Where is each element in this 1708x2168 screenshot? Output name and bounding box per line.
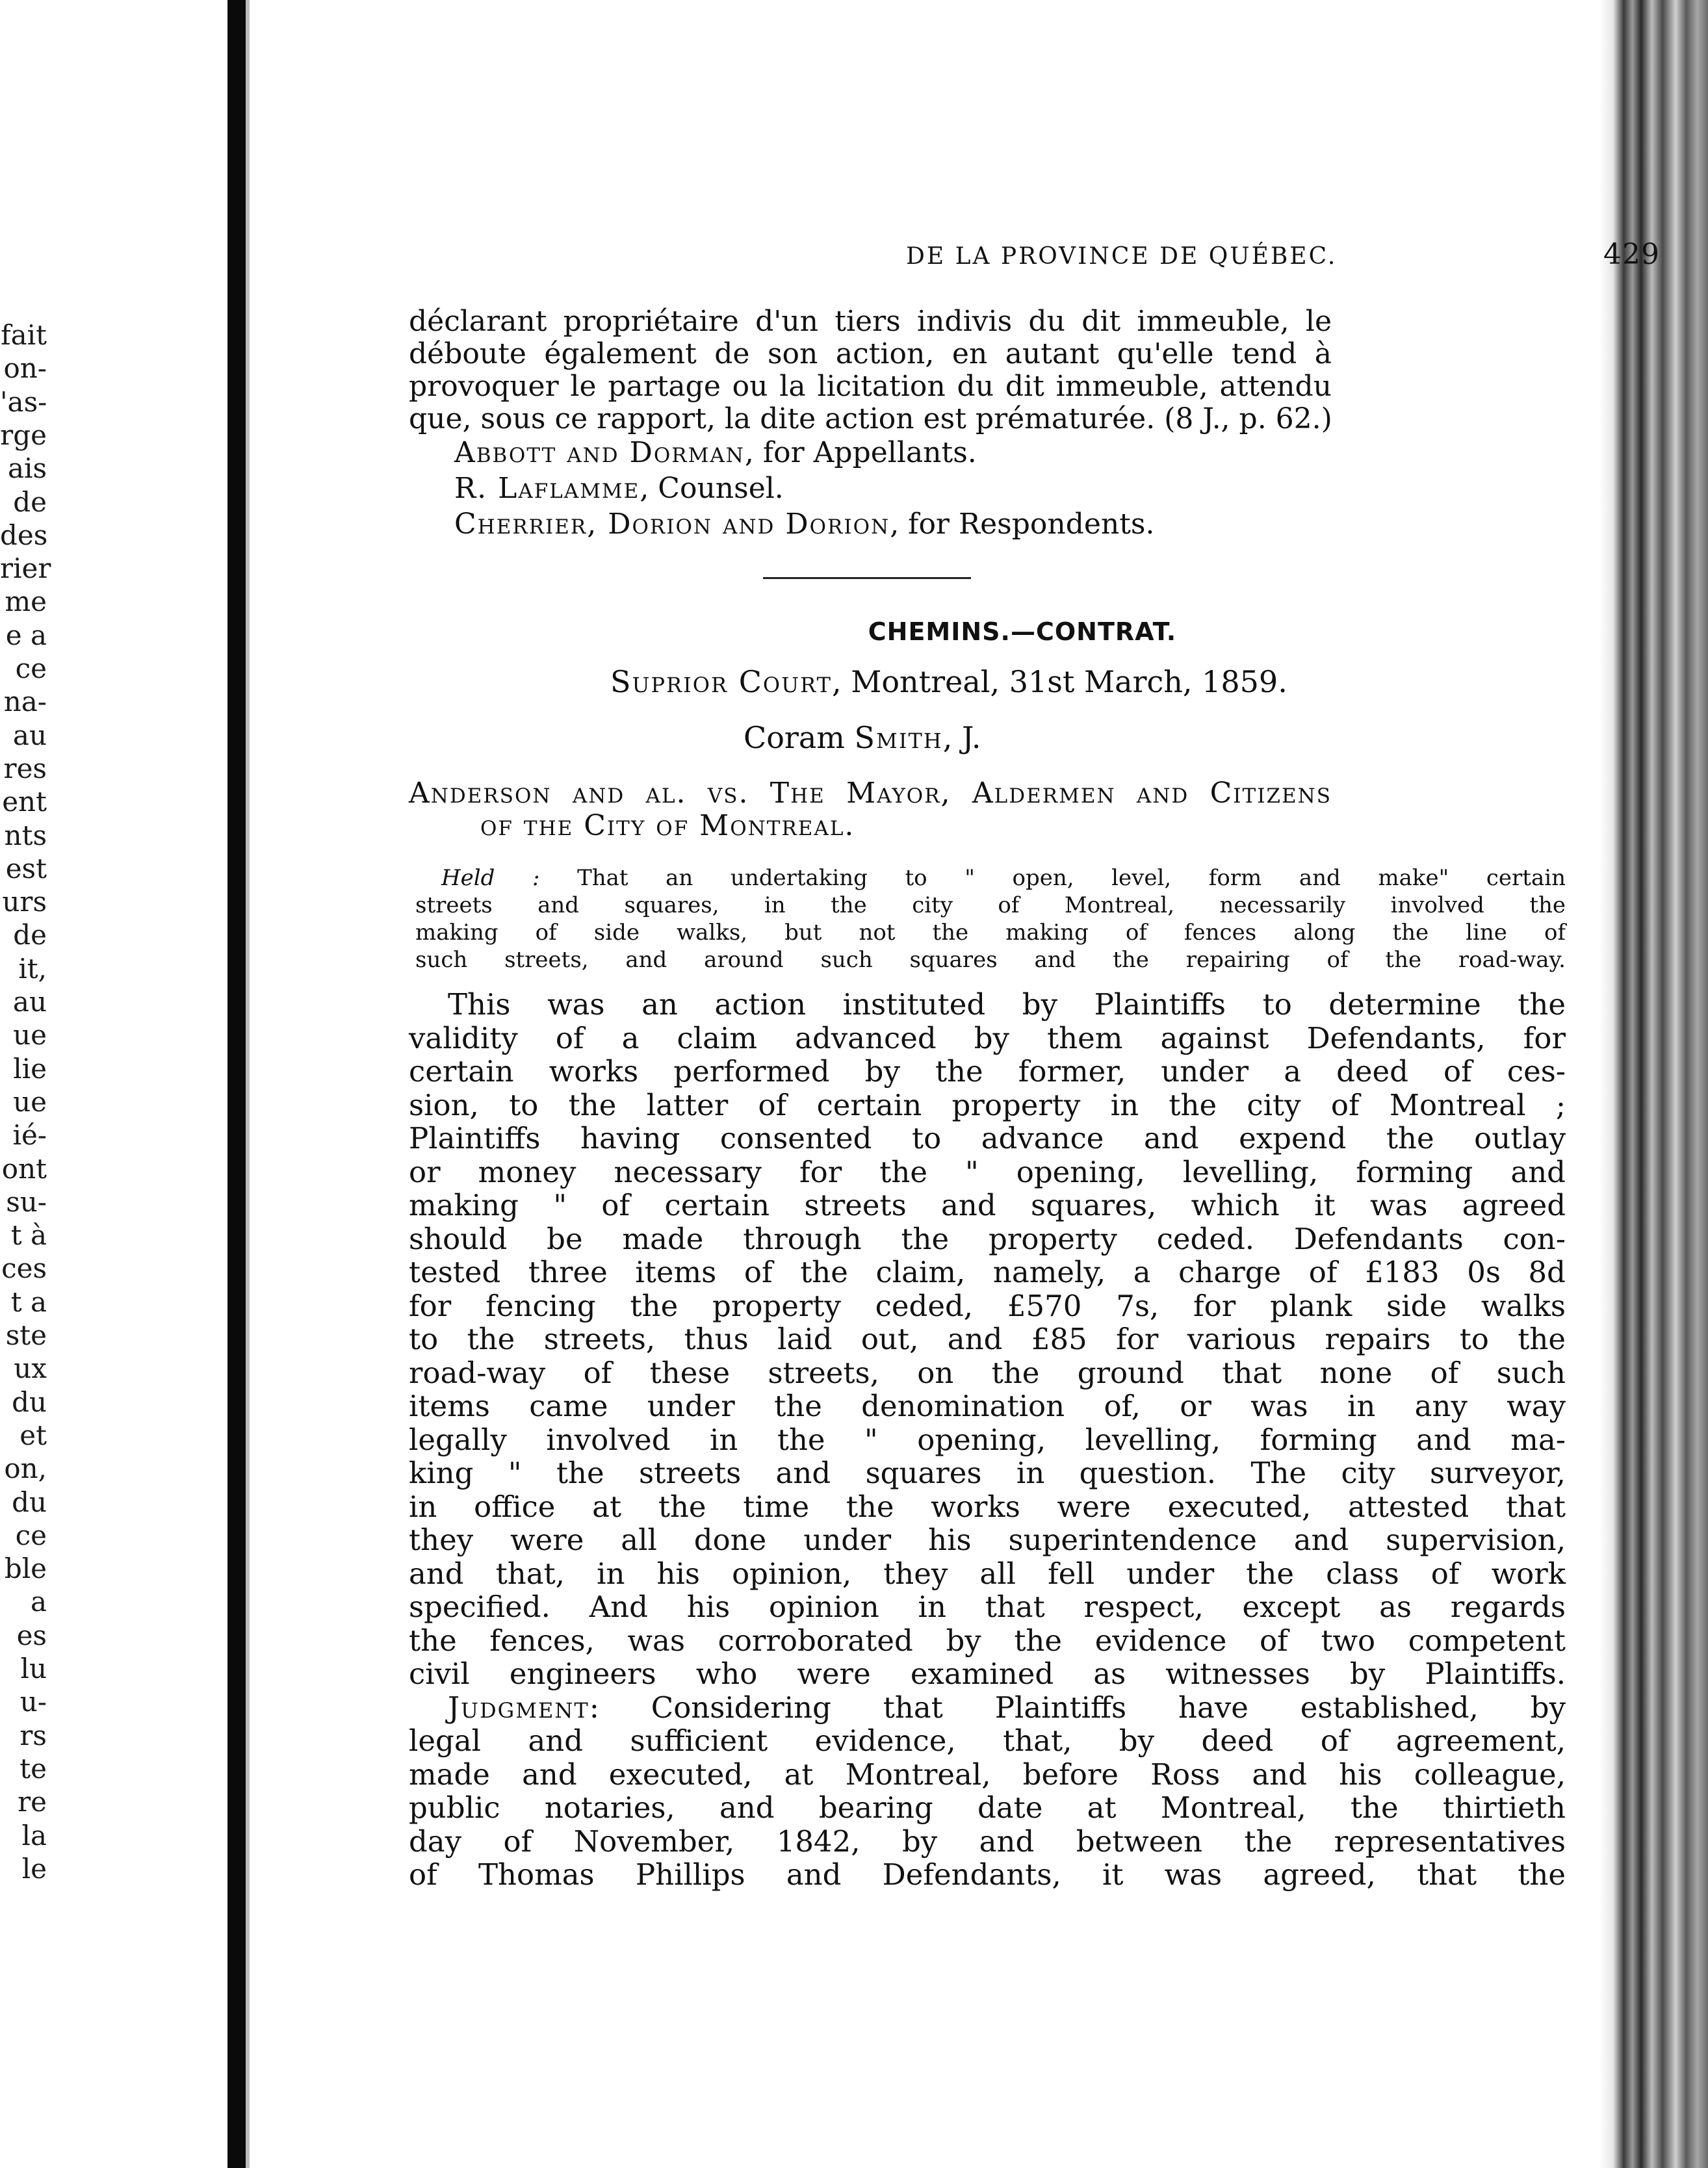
facing-page-text: u- [19,1686,47,1718]
text-line: sion, to the latter of certain property in the city of Montreal ; [409,1087,1566,1122]
text-line: validity of a claim advanced by them against Defendants, for [409,1020,1566,1055]
facing-page-text: ce [15,652,47,684]
text-line: que, sous ce rapport, la dite action est prématurée. (8 J., p. 62.) [409,402,1332,435]
facing-page-text: me [5,586,47,618]
court-line [610,664,1287,699]
facing-page-text: le [21,1852,47,1885]
facing-page-text: t à [10,1219,47,1252]
held-text: That an undertaking to " open, level, form and make" certain [577,865,1566,891]
facing-page-text: es [16,1619,47,1651]
case-heading: CHEMINS.—CONTRAT. [868,617,1177,646]
text-line [409,1691,1566,1725]
text-line: for fencing the property ceded, £570 7s, for plank side walks [409,1288,1566,1323]
counsel-role: , Counsel. [640,472,784,505]
facing-page-fragment [0,0,227,2168]
text-line: the fences, was corroborated by the evidence of two competent [409,1623,1566,1658]
case-parties [409,777,1332,842]
facing-page-text: de [13,919,47,951]
facing-page-text: 'as- [0,385,47,418]
coram-suffix: , J. [942,720,981,755]
facing-page-text: ux [14,1352,47,1385]
facing-page-text: on, [4,1452,47,1485]
counsel-counsel [454,472,784,505]
facing-page-text: ent [2,786,47,818]
counsel-role: , for Appellants. [744,436,977,469]
held-label: Held : [441,865,540,891]
parties-line: Anderson and al. vs. The Mayor, Aldermen and Citizens [409,777,1332,810]
facing-page-text: ce [15,1519,47,1551]
facing-page-text: au [12,986,47,1018]
facing-page-text: est [5,852,47,884]
coram-prefix: Coram [744,720,855,755]
counsel-names: Abbott and Dorman [454,436,745,469]
text-line: Plaintiffs having consented to advance and expend the outlay [409,1121,1566,1155]
facing-page-text: te [19,1752,47,1785]
court-name: Suprior Court [610,664,832,699]
text-line [415,864,1566,892]
text-line: civil engineers who were examined as witnesses by Plaintiffs. [409,1657,1566,1691]
judgment-label: Judgment [448,1690,589,1725]
facing-page-text: na- [3,686,47,718]
opening-paragraph [409,305,1332,435]
facing-page-text: lie [13,1052,47,1085]
facing-page-text: ue [13,1085,47,1118]
text-line: and that, in his opinion, they all fell under the class of work [409,1556,1566,1591]
counsel-respondents [454,508,1155,541]
facing-page-text: fait [1,319,47,351]
headnote [415,864,1566,974]
text-line: specified. And his opinion in that respect, except as regards [409,1590,1566,1624]
counsel-names: R. Laflamme [454,472,640,505]
facing-page-text: res [3,752,47,784]
facing-page-text: au [12,719,47,751]
text-line: legal and sufficient evidence, that, by deed of agreement, [409,1723,1566,1758]
text-line: day of November, 1842, by and between the representatives [409,1824,1566,1859]
text-line: to the streets, thus laid out, and £85 for various repairs to the [409,1322,1566,1356]
text-line: items came under the denomination of, or was in any way [409,1389,1566,1423]
facing-page-text: ais [7,452,47,485]
facing-page-text: on- [3,352,47,385]
facing-page-text: t a [10,1285,47,1318]
court-date: , Montreal, 31st March, 1859. [831,664,1287,699]
facing-page-text: du [12,1386,47,1418]
text-line: déboute également de son action, en autant qu'elle tend à [409,337,1332,370]
facing-page-text: lu [20,1653,47,1684]
text-line: or money necessary for the " opening, levelling, forming and [409,1154,1566,1189]
text-line: legally involved in the " opening, levelling, forming and ma- [409,1422,1566,1457]
text-line: making of side walks, but not the making of fences along the line of [415,920,1566,946]
counsel-appellants [454,437,977,469]
text-line: king " the streets and squares in question. The city surveyor, [409,1456,1566,1490]
facing-page-text: ste [5,1319,47,1351]
text-line: public notaries, and bearing date at Montreal, the thirtieth [409,1790,1566,1825]
book-gutter [227,0,246,2168]
text-line: of Thomas Phillips and Defendants, it was agreed, that the [409,1857,1566,1892]
facing-page-text: ont [1,1152,47,1185]
text-line: tested three items of the claim, namely, a charge of £183 0s 8d [409,1255,1566,1289]
document-page [250,0,1660,2168]
facing-page-text: ue [13,1019,47,1052]
body-text [409,988,1566,1892]
text-line: in office at the time the works were executed, attested that [409,1489,1566,1524]
counsel-role: , for Respondents. [890,508,1155,541]
facing-page-text: it, [18,952,47,985]
judge-name: Smith [854,720,943,755]
judgment-text: : Considering that Plaintiffs have established, by [589,1690,1566,1725]
text-line: certain works performed by the former, under a deed of ces- [409,1054,1566,1089]
facing-page-text: nts [4,819,47,851]
facing-page-text: de [13,485,47,518]
text-line: should be made through the property ceded. Defendants con- [409,1221,1566,1256]
facing-page-text: ble [4,1553,47,1585]
facing-page-text: su- [6,1185,47,1218]
parties-line: of the City of Montreal. [480,809,855,842]
text-line: made and executed, at Montreal, before Ross and his colleague, [409,1757,1566,1792]
text-line: road-way of these streets, on the ground that none of such [409,1355,1566,1390]
text-line: streets and squares, in the city of Montreal, necessarily involved the [415,892,1566,918]
page-header [659,238,1660,277]
page-edges [1600,0,1708,2168]
text-line: such streets, and around such squares and the repairing of the road-way. [415,947,1566,973]
facing-page-text: des [0,519,48,551]
text-line: provoquer le partage ou la licitation du dit immeuble, attendu [409,370,1332,403]
page-number: 429 [1603,238,1660,271]
counsel-names: Cherrier, Dorion and Dorion [454,508,890,541]
facing-page-text: ié- [12,1119,47,1152]
facing-page-text: e a [5,619,47,651]
facing-page-text: et [19,1419,47,1451]
facing-page-text: rier [0,552,51,585]
running-head: DE LA PROVINCE DE QUÉBEC. [906,243,1338,270]
facing-page-text: rs [19,1719,47,1751]
text-line: making " of certain streets and squares, which it was agreed [409,1188,1566,1222]
coram-line [744,720,981,755]
facing-page-text: a [30,1586,47,1618]
facing-page-text: rge [0,419,47,451]
text-line: This was an action instituted by Plaintiffs to determine the [448,987,1566,1022]
facing-page-text: urs [2,886,47,918]
facing-page-text: ces [1,1252,47,1285]
facing-page-text: la [21,1819,47,1852]
text-line: they were all done under his superintendence and supervision, [409,1523,1566,1557]
facing-page-text: du [12,1486,47,1518]
text-line: déclarant propriétaire d'un tiers indivis du dit immeuble, le [409,305,1332,338]
facing-page-text: re [18,1786,47,1818]
section-divider [763,577,971,579]
